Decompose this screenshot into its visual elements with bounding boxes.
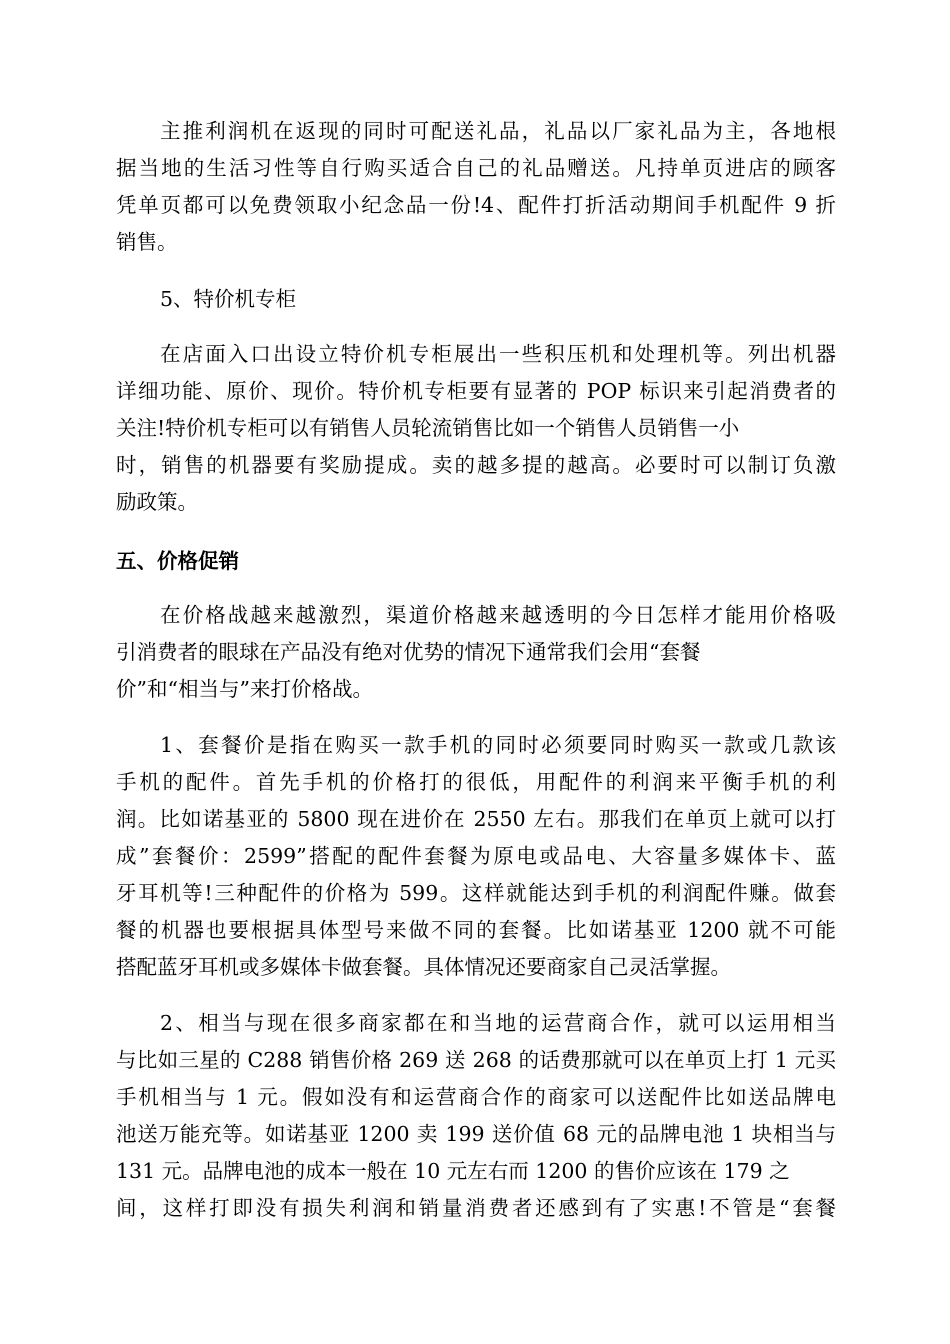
text-line: 搭配蓝牙耳机或多媒体卡做套餐。具体情况还要商家自己灵活掌握。 — [116, 955, 731, 979]
text-line: 手机相当与 1 元。假如没有和运营商合作的商家可以送配件比如送品牌电 — [116, 1085, 836, 1109]
paragraph-gift-promotion — [116, 113, 836, 261]
text-line: 时，销售的机器要有奖励提成。卖的越多提的越高。必要时可以制订负激 — [116, 453, 836, 477]
text-line: 励政策。 — [116, 490, 198, 514]
text-line: 引消费者的眼球在产品没有绝对优势的情况下通常我们会用“套餐 — [116, 640, 701, 664]
text-line: 润。比如诺基亚的 5800 现在进价在 2550 左右。那我们在单页上就可以打 — [116, 807, 836, 831]
text-line: 详细功能、原价、现价。特价机专柜要有显著的 POP 标识来引起消费者的 — [116, 379, 836, 403]
text-line: 池送万能充等。如诺基亚 1200 卖 199 送价值 68 元的品牌电池 1 块相当与 — [116, 1122, 836, 1146]
text-line: 5、特价机专柜 — [160, 287, 297, 311]
text-line: 2、相当与现在很多商家都在和当地的运营商合作，就可以运用相当 — [160, 1011, 836, 1035]
paragraph-price-war — [116, 597, 836, 708]
text-line: 据当地的生活习性等自行购买适合自己的礼品赠送。凡持单页进店的顾客 — [116, 156, 836, 180]
paragraph-special-price-counter — [116, 336, 836, 521]
text-line: 主推利润机在返现的同时可配送礼品，礼品以厂家礼品为主，各地根 — [160, 119, 836, 143]
text-line: 餐的机器也要根据具体型号来做不同的套餐。比如诺基亚 1200 就不可能 — [116, 918, 836, 942]
text-line: 131 元。品牌电池的成本一般在 10 元左右而 1200 的售价应该在 179 之 — [116, 1159, 790, 1183]
text-line: 与比如三星的 C288 销售价格 269 送 268 的话费那就可以在单页上打 1 元买 — [116, 1048, 836, 1072]
text-line: 手机的配件。首先手机的价格打的很低，用配件的利润来平衡手机的利 — [116, 770, 836, 794]
text-line: 间，这样打即没有损失利润和销量消费者还感到有了实惠!不管是“套餐 — [116, 1196, 836, 1220]
text-line: 凭单页都可以免费领取小纪念品一份!4、配件打折活动期间手机配件 9 折 — [116, 193, 836, 217]
text-line: 1、套餐价是指在购买一款手机的同时必须要同时购买一款或几款该 — [160, 733, 836, 757]
paragraph-equivalent-price — [116, 1005, 836, 1227]
text-line: 在价格战越来越激烈，渠道价格越来越透明的今日怎样才能用价格吸 — [160, 603, 836, 627]
paragraph-package-price — [116, 727, 836, 986]
text-line: 关注!特价机专柜可以有销售人员轮流销售比如一个销售人员销售一小 — [116, 416, 740, 440]
text-line: 在店面入口出设立特价机专柜展出一些积压机和处理机等。列出机器 — [160, 342, 836, 366]
text-line: 销售。 — [116, 230, 178, 254]
text-line: 成”套餐价：2599”搭配的配件套餐为原电或品电、大容量多媒体卡、蓝 — [116, 844, 836, 868]
section-heading-price-promotion: 五、价格促销 — [116, 549, 239, 573]
item-5-title — [116, 281, 836, 318]
text-line: 价”和“相当与”来打价格战。 — [116, 677, 373, 701]
text-line: 牙耳机等!三种配件的价格为 599。这样就能达到手机的利润配件赚。做套 — [116, 881, 836, 905]
